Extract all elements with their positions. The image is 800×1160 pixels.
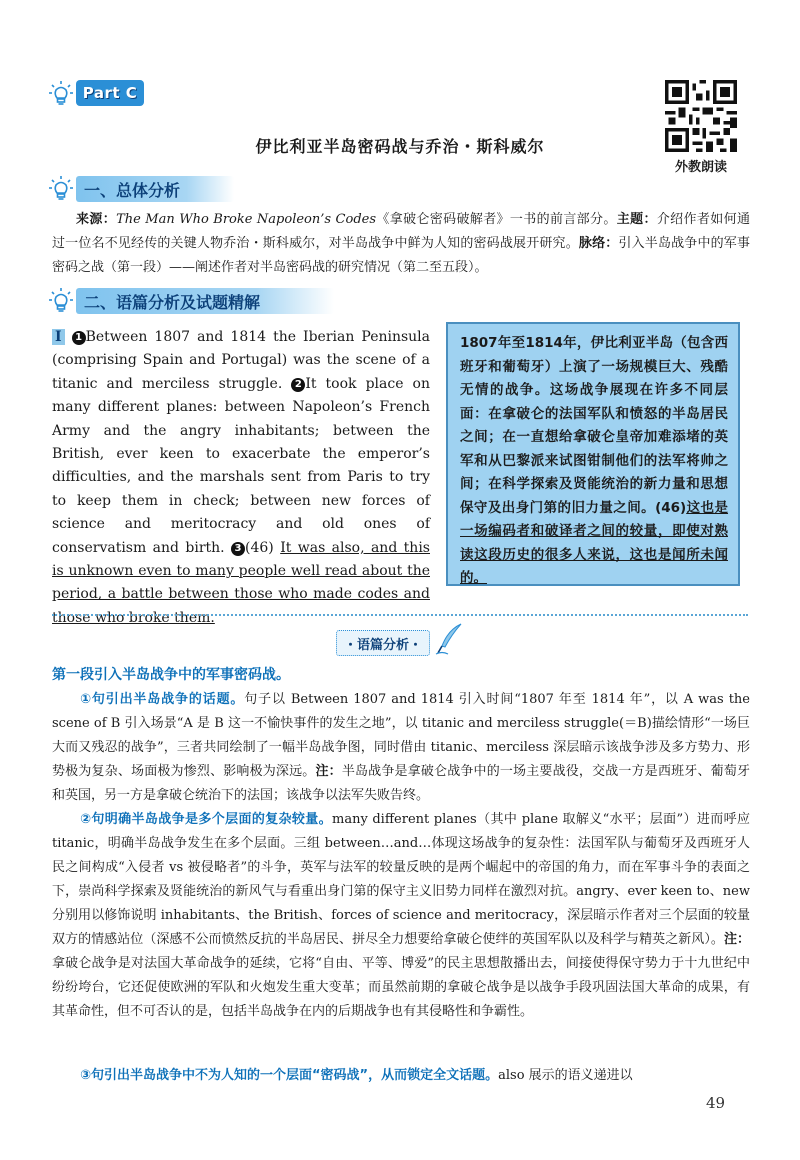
source-book-title: The Man Who Broke Napoleon’s Codes (116, 212, 376, 227)
paragraph-number-badge: I (52, 329, 65, 345)
sentence-number-3: 3 (231, 542, 245, 556)
dotted-divider (52, 614, 748, 616)
sentence-number-1: 1 (72, 331, 86, 345)
note-label: 注： (723, 932, 750, 947)
lightbulb-icon (48, 175, 74, 201)
analysis-1-text: 句子以 Between 1807 and 1814 引入时间“1807 年至 1814 年”，以 A was the scene of B 引入场景“A 是 B 这一不愉快事件的发生之地”，以 titanic and merciless struggle(＝B)描绘情形“一场巨大而又残忍的战争”，三者共同绘制了一幅半岛战争图，同时借由 titanic、merciless 深层暗示该战争涉及多方势力、形势极为复杂、场面极为惨烈、影响极为深远。 (52, 692, 750, 779)
sentence-2: It took place on many different planes: between Napoleon’s French Army and the angry inhabitants; between the British, ever keen to exacerbate the emperor’s difficulties, and the marshals sent from Paris to try to keep them in check; between new forces of science and meritocracy and old ones of conservatism and birth. (52, 375, 430, 556)
qr-caption: 外教朗读 (674, 160, 727, 175)
part-label: Part C (76, 80, 144, 106)
note-label: 注： (315, 764, 342, 779)
analysis-2-note: 拿破仑战争是对法国大革命战争的延续，它将“自由、平等、博爱”的民主思想散播出去，间接使得保守势力于十九世纪中纷纷垮台，它还促使欧洲的军队和火炮发生重大变革；而虽然前期的拿破仑战争是以战争手段巩固法国大革命的成果，有其革命性，但不可否认的是，包括半岛战争在内的后期战争也有其侵略性和争霸性。 (52, 956, 750, 1019)
analysis-2-lead: ②句明确半岛战争是多个层面的复杂较量。 (80, 812, 333, 827)
source-description: 《拿破仑密码破解者》一书的前言部分。 (376, 212, 617, 227)
page-number: 49 (706, 1094, 726, 1112)
sentence-number-2: 2 (291, 378, 305, 392)
analysis-1-note: 半岛战争是拿破仑战争中的一场主要战役，交战一方是西班牙、葡萄牙和英国，另一方是拿破仑统治下的法国；该战争以法军失败告终。 (52, 764, 750, 803)
lightbulb-icon (48, 287, 74, 313)
section-heading-discourse-analysis: 二、语篇分析及试题精解 (76, 288, 334, 314)
lightbulb-icon (48, 80, 74, 106)
analysis-3-lead: ③句引出半岛战争中不为人知的一个层面“密码战”，从而锁定全文话题。 (80, 1068, 499, 1083)
analysis-sentence-2 (52, 808, 750, 1024)
analysis-2-text: many different planes（其中 plane 取解义“水平；层面”）进而呼应 titanic，明确半岛战争发生在多个层面。三组 between…and…体现这场战争的复杂性：法国军队与葡萄牙及西班牙人民之间构成“入侵者 vs 被侵略者”的斗争，英军与法军的较量反映的是两个崛起中的帝国的角力，而在军事斗争的表面之下，崇尚科学探索及贤能统治的新风气与看重出身门第的保守主义旧势力同样在激烈对抗。angry、ever keen to、new 分别用以修饰说明 inhabitants、the British、forces of science and meritocracy，深层暗示作者对三个层面的较量双方的情感站位（深感不公而愤然反抗的半岛居民、拼尽全力想要给拿破仑使绊的英国军队以及科学与精英之新风）。 (52, 812, 750, 947)
translation-question-number: (46) (655, 499, 687, 516)
sentence-1: Between 1807 and 1814 the Iberian Peninsula (comprising Spain and Portugal) was the scene of a titanic and merciless struggle. (52, 329, 431, 392)
thread-label: 脉络： (578, 236, 619, 251)
analysis-1-lead: ①句引出半岛战争的话题。 (80, 692, 245, 707)
analysis-sentence-3 (52, 1064, 750, 1088)
paragraph-1-summary: 第一段引入半岛战争中的军事密码战。 (52, 667, 290, 683)
analysis-3-text: also 展示的语义递进以 (498, 1068, 633, 1083)
section-heading-overall-analysis: 一、总体分析 (76, 176, 234, 202)
translation-underlined: 这也是一场编码者和破译者之间的较量，即使对熟读这段历史的很多人来说，这也是闻所未闻的。 (460, 499, 729, 586)
question-number: (46) (245, 539, 274, 556)
discourse-analysis-badge: ・语篇分析・ (336, 630, 430, 656)
page-title: 伊比利亚半岛密码战与乔治・斯科威尔 (255, 137, 545, 156)
theme-text: 介绍作者如何通过一位名不见经传的关键人物乔治・斯科威尔，对半岛战争中鲜为人知的密码战展开研究。 (52, 212, 750, 251)
translation-text: 1807年至1814年，伊比利亚半岛（包含西班牙和葡萄牙）上演了一场规模巨大、残酷无情的战争。这场战争展现在许多不同层面：在拿破仑的法国军队和愤怒的半岛居民之间；在一直想给拿破仑皇帝加难添堵的英军和从巴黎派来试图钳制他们的法军将帅之间；在科学探索及贤能统治的新力量和思想保守及出身门第的旧力量之间。 (460, 335, 728, 516)
overall-analysis-text (52, 208, 750, 280)
analysis-sentence-1 (52, 688, 750, 808)
passage-paragraph-1 (52, 326, 430, 630)
theme-label: 主题： (616, 212, 657, 227)
quill-pen-icon (434, 622, 464, 656)
sentence-3-underlined: It was also, and this is unknown even to many people well read about the period, a battle between those who made codes and those who broke them. (52, 539, 430, 626)
thread-text: 引入半岛战争中的军事密码之战（第一段）——阐述作者对半岛密码战的研究情况（第二至五段）。 (52, 236, 750, 275)
translation-box (446, 322, 740, 586)
source-label: 来源： (76, 212, 117, 227)
